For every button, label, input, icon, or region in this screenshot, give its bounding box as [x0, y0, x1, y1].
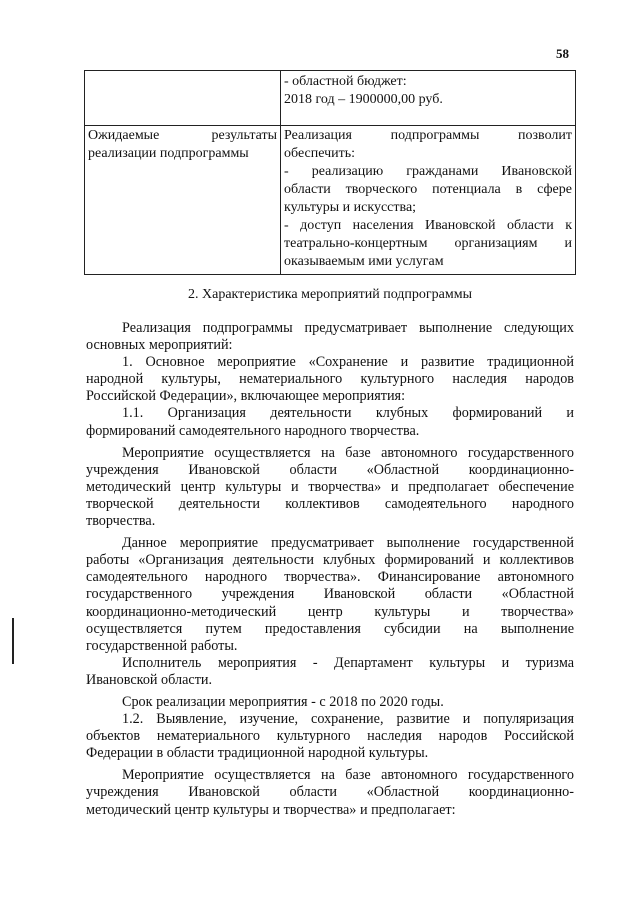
text-line: 1.1. Организация деятельности клубных формирований и — [122, 405, 574, 422]
text-line: народной культуры, нематериального культурного наследия народов — [86, 371, 574, 388]
paragraph — [86, 711, 574, 762]
text-line: Российской Федерации», включающее мероприятия: — [86, 388, 406, 405]
paragraph — [86, 694, 574, 711]
text-line: учреждения Ивановской области «Областной координационно- — [86, 784, 574, 801]
table-line: обеспечить: — [284, 146, 355, 161]
paragraph — [86, 445, 574, 530]
table-line: 2018 год – 1900000,00 руб. — [284, 92, 443, 107]
table-cell-budget — [281, 71, 576, 126]
text-line: Ивановской области. — [86, 671, 213, 688]
text-line: учреждения Ивановской области «Областной координационно- — [86, 461, 574, 478]
table-row — [85, 71, 576, 126]
text-line: Мероприятие осуществляется на базе автономного государственного — [122, 444, 574, 461]
text-line: Реализация подпрограммы предусматривает выполнение следующих — [122, 320, 574, 336]
text-line: 1.2. Выявление, изучение, сохранение, развитие и популяризация — [122, 711, 574, 728]
text-line: государственного учреждения Ивановской области «Областной — [86, 586, 574, 603]
paragraph — [86, 767, 574, 818]
text-line: творческой деятельности коллективов самодеятельного народного — [86, 495, 574, 512]
table-line: культуры и искусства; — [284, 200, 417, 215]
text-line: формирований самодеятельного народного творчества. — [86, 422, 420, 439]
page-number: 58 — [556, 46, 569, 61]
table-line: - доступ населения Ивановской области к — [284, 218, 572, 233]
text-line: 1. Основное мероприятие «Сохранение и развитие традиционной — [122, 354, 574, 371]
table-cell-results — [281, 126, 576, 275]
text-line: Мероприятие осуществляется на базе автономного государственного — [122, 767, 574, 784]
text-line: Срок реализации мероприятия - с 2018 по 2020 годы. — [122, 693, 444, 710]
text-line: государственной работы. — [86, 637, 238, 654]
text-line: координационно-методический центр культуры и творчества» — [86, 603, 574, 620]
table-cell-empty — [85, 71, 281, 126]
table-line: Ожидаемые результаты — [88, 128, 277, 143]
table-cell-label — [85, 126, 281, 275]
table-line: - реализацию гражданами Ивановской — [284, 164, 572, 179]
text-line: методический центр культуры и творчества» и предполагает: — [86, 801, 456, 818]
paragraph — [86, 405, 574, 439]
table-line: реализации подпрограммы — [88, 146, 249, 161]
table-line: Реализация подпрограммы позволит — [284, 128, 572, 143]
paragraph — [86, 320, 574, 354]
table-line: оказываемым ими услугам — [284, 254, 444, 269]
text-line: методический центр культуры и творчества» и предполагает обеспечение — [86, 478, 574, 495]
text-line: Исполнитель мероприятия - Департамент культуры и туризма — [122, 654, 574, 671]
body-text — [86, 320, 574, 819]
text-line: Данное мероприятие предусматривает выполнение государственной — [122, 535, 574, 552]
paragraph — [86, 655, 574, 689]
paragraph — [86, 354, 574, 405]
text-line: осуществляется путем предоставления субсидии на выполнение — [86, 620, 574, 637]
text-line: работы «Организация деятельности клубных формирований и коллективов — [86, 552, 574, 569]
text-line: объектов нематериального культурного наследия народов Российской — [86, 728, 574, 745]
program-info-table — [84, 70, 576, 275]
section-heading: 2. Характеристика мероприятий подпрограммы — [188, 287, 472, 302]
text-line: самодеятельного народного творчества». Финансирование автономного — [86, 569, 574, 586]
table-row — [85, 126, 576, 275]
table-line: - областной бюджет: — [284, 74, 407, 89]
table-line: области творческого потенциала в сфере — [284, 182, 572, 197]
scan-margin-mark — [12, 618, 14, 664]
text-line: основных мероприятий: — [86, 337, 233, 354]
table-line: театрально-концертным организациям и — [284, 236, 572, 251]
text-line: творчества. — [86, 513, 156, 530]
paragraph — [86, 535, 574, 655]
text-line: Федерации в области традиционной народной культуры. — [86, 745, 429, 762]
